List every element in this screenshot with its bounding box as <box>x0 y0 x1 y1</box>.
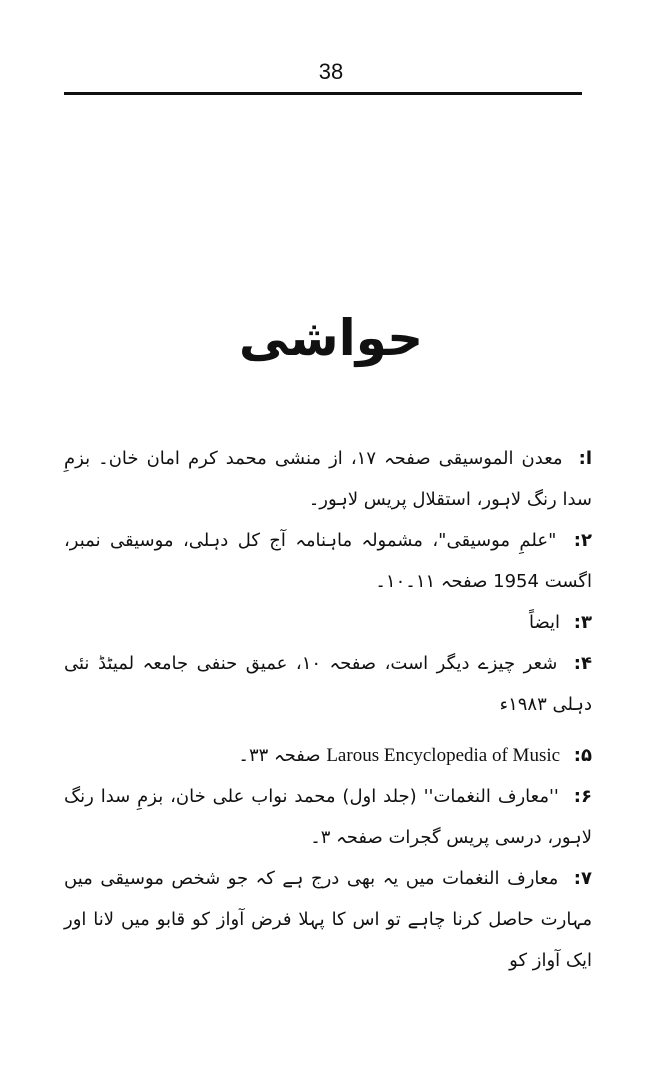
page-title: حواشی <box>238 309 424 367</box>
footnote-number: ا <box>585 448 593 469</box>
footnote-separator: : <box>573 653 581 674</box>
footnote-number: ۲ <box>580 530 592 551</box>
footnote-text: شعر چیزے دیگر است، صفحہ ۱۰، عمیق حنفی جامعہ لمیٹڈ نئی دہلی ۱۹۸۳ء <box>64 653 592 715</box>
footnote-separator: : <box>578 448 586 469</box>
footnote-text: صفحہ ۳۳۔ <box>238 745 321 766</box>
footnote-separator: : <box>573 868 581 889</box>
footnote-text: "علمِ موسیقی"، مشمولہ ماہنامہ آج کل دہلی، موسیقی نمبر، اگست 1954 صفحہ ۱۱۔۱۰۔ <box>64 530 592 592</box>
footnote-5 <box>64 735 592 776</box>
footnote-6 <box>64 776 592 858</box>
footnote-1 <box>64 438 592 520</box>
footnote-text: معارف النغمات میں یہ بھی درج ہے کہ جو شخص موسیقی میں مہارت حاصل کرنا چاہے تو اس کا پہلا فرض آواز کو قابو میں لانا اور ایک آواز کو <box>64 868 592 971</box>
footnote-separator: : <box>573 530 581 551</box>
footnote-text: معدن الموسیقی صفحہ ۱۷، از منشی محمد کرم امان خان۔ بزمِ سدا رنگ لاہور، استقلال پریس لاہور۔ <box>64 448 592 510</box>
footnote-2 <box>64 520 592 602</box>
footnote-3 <box>64 602 592 643</box>
footnote-separator: : <box>573 745 581 766</box>
footnote-number: ۳ <box>581 612 592 633</box>
footnote-separator: : <box>573 786 581 807</box>
header-rule <box>64 92 582 95</box>
footnote-text: ایضاً <box>528 612 561 633</box>
footnote-4 <box>64 643 592 725</box>
footnotes-list <box>64 438 592 981</box>
footnote-number: ۵ <box>581 745 592 766</box>
footnote-book-title: Larous Encyclopedia of Music <box>326 745 561 766</box>
page-number: 38 <box>318 59 344 84</box>
footnote-number: ۷ <box>581 868 592 889</box>
footnote-text: ''معارف النغمات'' (جلد اول) محمد نواب علی خان، بزمِ سدا رنگ لاہور، درسی پریس گجرات صفحہ ۳۔ <box>64 786 592 848</box>
footnote-number: ۶ <box>581 786 592 807</box>
footnote-separator: : <box>573 612 581 633</box>
footnote-7 <box>64 858 592 981</box>
footnote-number: ۴ <box>580 653 592 674</box>
